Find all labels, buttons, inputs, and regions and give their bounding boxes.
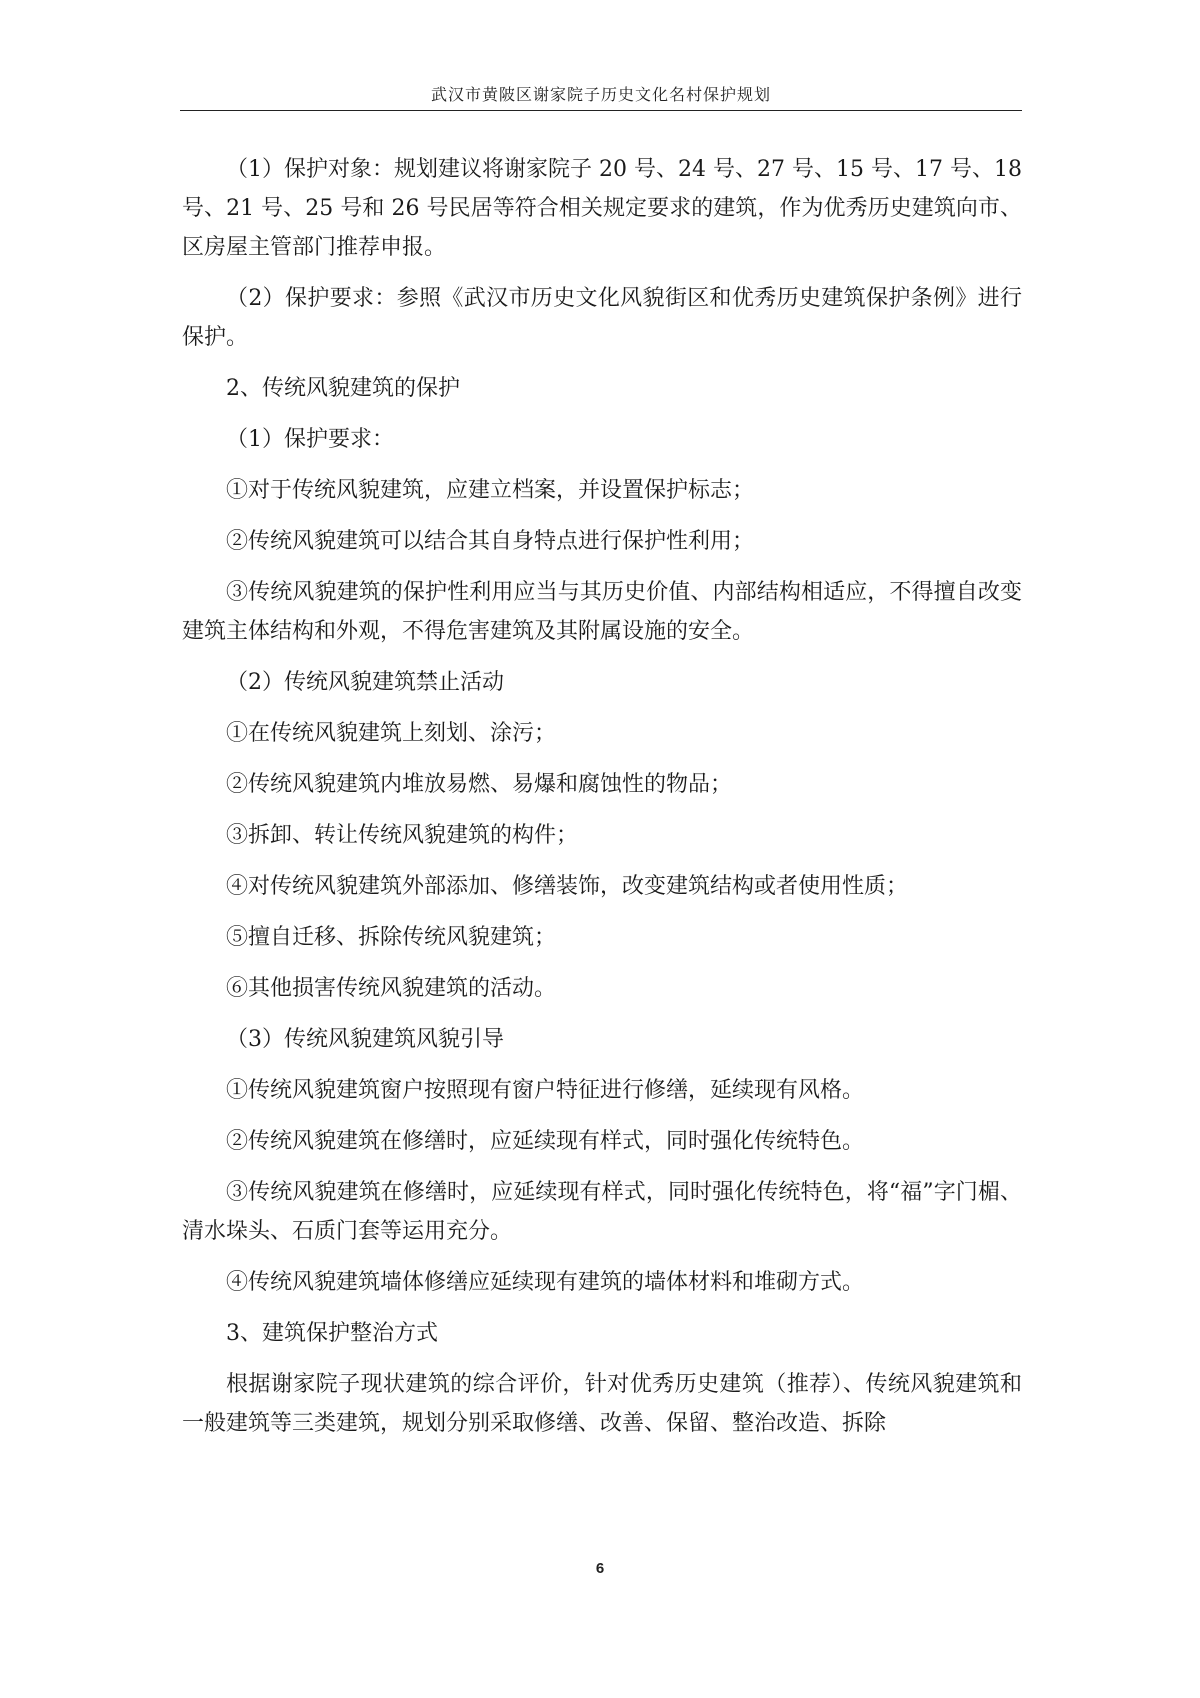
list-item: ⑥其他损害传统风貌建筑的活动。 — [226, 976, 557, 1001]
paragraph: （1）保护对象：规划建议将谢家院子 20 号、24 号、27 号、15 号、17 号、18 号、21 号、25 号和 26 号民居等符合相关规定要求的建筑，作为优秀历史建筑向市、区房屋主管部门推荐申报。 — [182, 157, 1022, 260]
list-item: ③传统风貌建筑的保护性利用应当与其历史价值、内部结构相适应，不得擅自改变建筑主体结构和外观，不得危害建筑及其附属设施的安全。 — [182, 580, 1022, 644]
subsection-heading: （2）传统风貌建筑禁止活动 — [226, 670, 504, 695]
list-item: ②传统风貌建筑在修缮时，应延续现有样式，同时强化传统特色。 — [226, 1129, 865, 1154]
list-item: ③传统风貌建筑在修缮时，应延续现有样式，同时强化传统特色，将“福”字门楣、清水垛头、石质门套等运用充分。 — [182, 1180, 1022, 1244]
running-header: 武汉市黄陂区谢家院子历史文化名村保护规划 — [430, 85, 771, 104]
header-rule — [180, 110, 1022, 111]
list-item: ④对传统风貌建筑外部添加、修缮装饰，改变建筑结构或者使用性质； — [226, 874, 909, 899]
subsection-heading: （1）保护要求： — [226, 427, 394, 452]
list-item: ⑤擅自迁移、拆除传统风貌建筑； — [226, 925, 557, 950]
page-number: 6 — [595, 1560, 605, 1577]
paragraph: （2）保护要求：参照《武汉市历史文化风貌街区和优秀历史建筑保护条例》进行保护。 — [182, 286, 1022, 350]
section-heading: 2、传统风貌建筑的保护 — [226, 376, 460, 401]
list-item: ②传统风貌建筑内堆放易燃、易爆和腐蚀性的物品； — [226, 772, 733, 797]
body-text — [182, 150, 1022, 1455]
list-item: ④传统风貌建筑墙体修缮应延续现有建筑的墙体材料和堆砌方式。 — [226, 1270, 865, 1295]
list-item: ①对于传统风貌建筑，应建立档案，并设置保护标志； — [226, 478, 755, 503]
list-item: ①传统风貌建筑窗户按照现有窗户特征进行修缮，延续现有风格。 — [226, 1078, 865, 1103]
subsection-heading: （3）传统风貌建筑风貌引导 — [226, 1027, 504, 1052]
list-item: ③拆卸、转让传统风貌建筑的构件； — [226, 823, 579, 848]
list-item: ②传统风貌建筑可以结合其自身特点进行保护性利用； — [226, 529, 755, 554]
section-heading: 3、建筑保护整治方式 — [226, 1321, 438, 1346]
paragraph: 根据谢家院子现状建筑的综合评价，针对优秀历史建筑（推荐）、传统风貌建筑和一般建筑等三类建筑，规划分别采取修缮、改善、保留、整治改造、拆除 — [182, 1372, 1022, 1436]
list-item: ①在传统风貌建筑上刻划、涂污； — [226, 721, 557, 746]
